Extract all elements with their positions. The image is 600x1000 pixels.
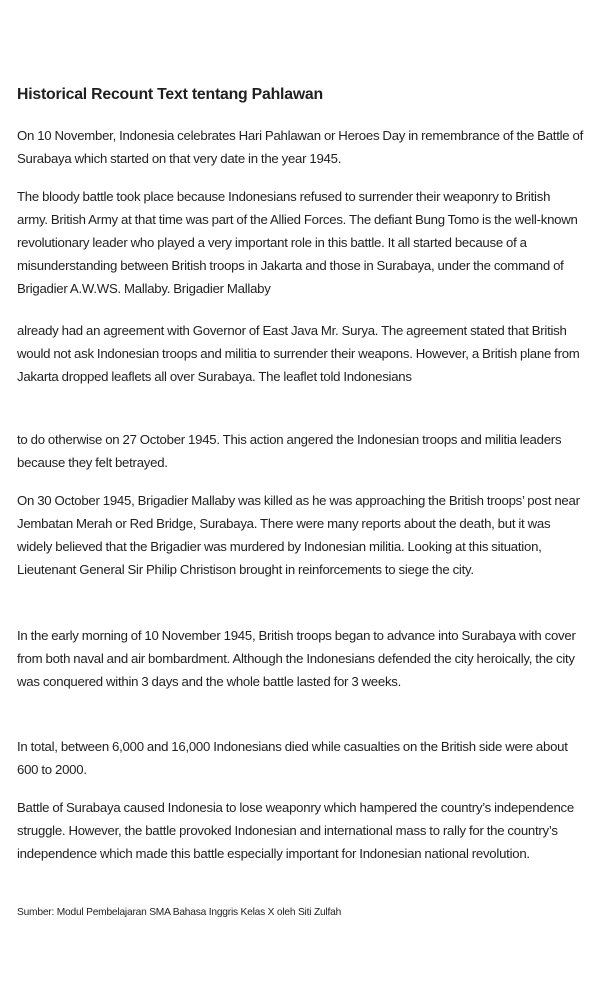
paragraph-7: In total, between 6,000 and 16,000 Indonesians died while casualties on the British side were about 600 to 2000.: [17, 739, 568, 777]
paragraph-8: Battle of Surabaya caused Indonesia to lose weaponry which hampered the country’s independence struggle. However, the battle provoked Indonesian and international mass to rally for the country’s independence which made this battle especially important for Indonesian national revolution.: [17, 800, 574, 861]
paragraph-3: already had an agreement with Governor of East Java Mr. Surya. The agreement stated that British would not ask Indonesian troops and militia to surrender their weapons. However, a British plane from Jakarta dropped leaflets all over Surabaya. The leaflet told Indonesians: [17, 323, 580, 384]
paragraph-1: On 10 November, Indonesia celebrates Hari Pahlawan or Heroes Day in remembrance of the Battle of Surabaya which started on that very date in the year 1945.: [17, 128, 583, 166]
page-title: Historical Recount Text tentang Pahlawan: [17, 86, 323, 103]
paragraph-5: On 30 October 1945, Brigadier Mallaby was killed as he was approaching the British troops’ post near Jembatan Merah or Red Bridge, Surabaya. There were many reports about the death, but it was widely believed that the Brigadier was murdered by Indonesian militia. Looking at this situation, Lieutenant General Sir Philip Christison brought in reinforcements to siege the city.: [17, 493, 580, 577]
paragraph-2: The bloody battle took place because Indonesians refused to surrender their weaponry to British army. British Army at that time was part of the Allied Forces. The defiant Bung Tomo is the well-known revolutionary leader who played a very important role in this battle. It all started because of a misunderstanding between British troops in Jakarta and those in Surabaya, under the command of Brigadier A.W.WS. Mallaby. Brigadier Mallaby: [17, 189, 578, 296]
paragraph-4: to do otherwise on 27 October 1945. This action angered the Indonesian troops and militia leaders because they felt betrayed.: [17, 432, 562, 470]
paragraph-6: In the early morning of 10 November 1945, British troops began to advance into Surabaya with cover from both naval and air bombardment. Although the Indonesians defended the city heroically, the city was conquered within 3 days and the whole battle lasted for 3 weeks.: [17, 628, 576, 689]
source-citation: Sumber: Modul Pembelajaran SMA Bahasa Inggris Kelas X oleh Siti Zulfah: [17, 907, 342, 918]
